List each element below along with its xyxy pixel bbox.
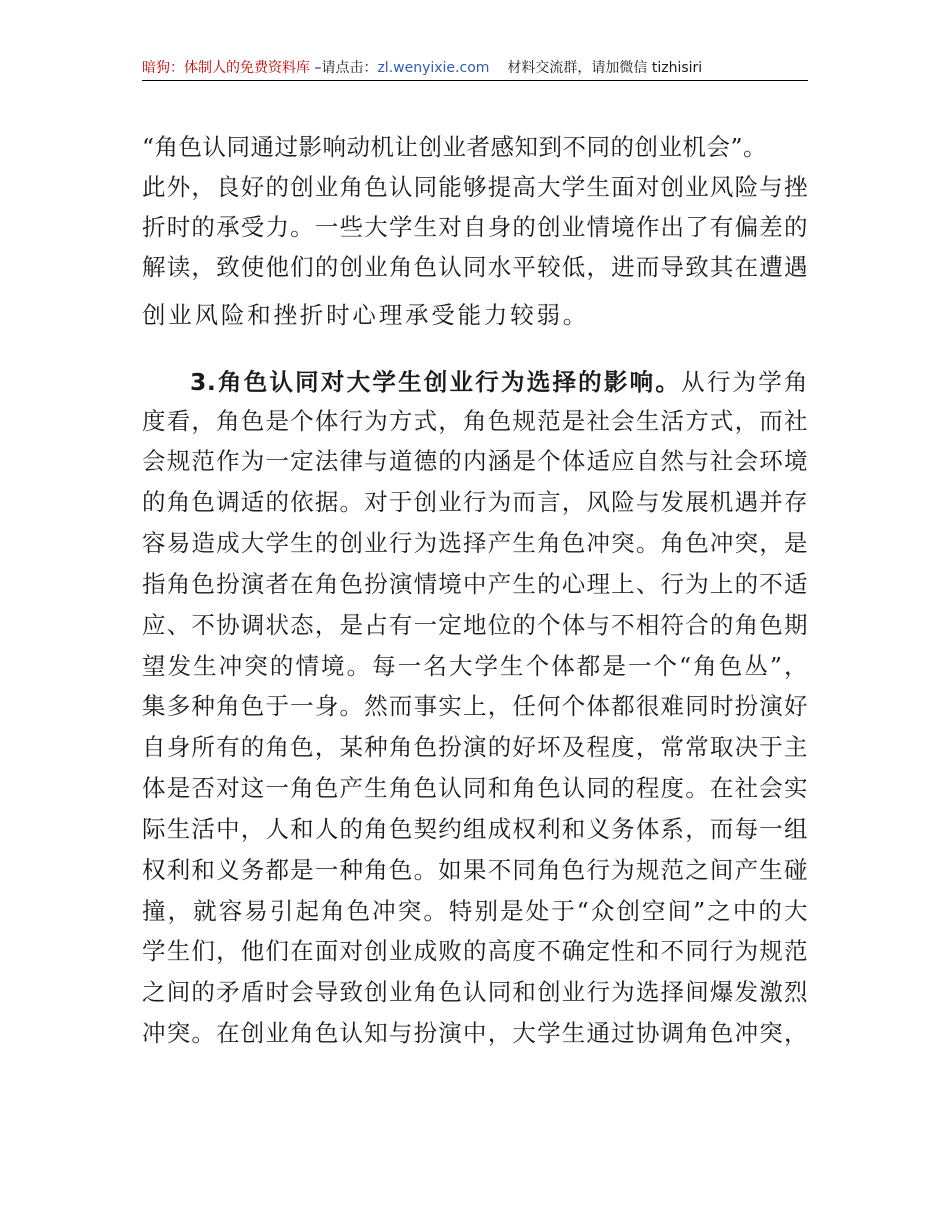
text-line: 指角色扮演者在角色扮演情境中产生的心理上、行为上的不适 xyxy=(142,570,808,598)
text-line: 撞，就容易引起角色冲突。特别是处于“众创空间”之中的大 xyxy=(142,897,808,925)
text-line: 自身所有的角色，某种角色扮演的好坏及程度，常常取决于主 xyxy=(142,733,808,761)
header-click-prompt: –请点击： xyxy=(310,60,378,76)
header-contact-info: 材料交流群，请加微信 tizhisiri xyxy=(507,60,703,76)
header-site-name: 暗狗：体制人的免费资料库 xyxy=(142,60,310,76)
text-line: “角色认同通过影响动机让创业者感知到不同的创业机会”。 xyxy=(142,133,768,161)
text-line: 解读，致使他们的创业角色认同水平较低，进而导致其在遭遇 xyxy=(142,253,808,281)
text-line: 创业风险和挫折时心理承受能力较弱。 xyxy=(142,301,590,329)
text-line: 的角色调适的依据。对于创业行为而言，风险与发展机遇并存 xyxy=(142,488,808,516)
text-line: 冲突。在创业角色认知与扮演中，大学生通过协调角色冲突， xyxy=(142,1019,808,1047)
section-heading-line xyxy=(190,362,808,402)
header-url-link[interactable]: zl.wenyixie.com xyxy=(377,60,490,76)
text-line: 权利和义务都是一种角色。如果不同角色行为规范之间产生碰 xyxy=(142,856,808,884)
text-line: 此外，良好的创业角色认同能够提高大学生面对创业风险与挫 xyxy=(142,173,808,201)
text-line: 际生活中，人和人的角色契约组成权利和义务体系，而每一组 xyxy=(142,815,808,843)
page-header xyxy=(142,55,808,81)
text-line: 之间的矛盾时会导致创业角色认同和创业行为选择间爆发激烈 xyxy=(142,978,808,1006)
text-line: 集多种角色于一身。然而事实上，任何个体都很难同时扮演好 xyxy=(142,692,808,720)
text-line: 望发生冲突的情境。每一名大学生个体都是一个“角色丛”， xyxy=(142,652,808,680)
text-line: 容易造成大学生的创业行为选择产生角色冲突。角色冲突，是 xyxy=(142,529,808,557)
text-line: 体是否对这一角色产生角色认同和角色认同的程度。在社会实 xyxy=(142,774,808,802)
text-line: 应、不协调状态，是占有一定地位的个体与不相符合的角色期 xyxy=(142,611,808,639)
text-line: 会规范作为一定法律与道德的内涵是个体适应自然与社会环境 xyxy=(142,447,808,475)
heading-line-rest: 从行为学角 xyxy=(681,368,809,396)
text-line: 学生们，他们在面对创业成败的高度不确定性和不同行为规范 xyxy=(142,937,808,965)
section-heading: 3.角色认同对大学生创业行为选择的影响。 xyxy=(190,368,682,396)
header-rule xyxy=(142,80,808,81)
text-line: 折时的承受力。一些大学生对自身的创业情境作出了有偏差的 xyxy=(142,213,808,241)
text-line: 度看，角色是个体行为方式，角色规范是社会生活方式，而社 xyxy=(142,407,808,435)
